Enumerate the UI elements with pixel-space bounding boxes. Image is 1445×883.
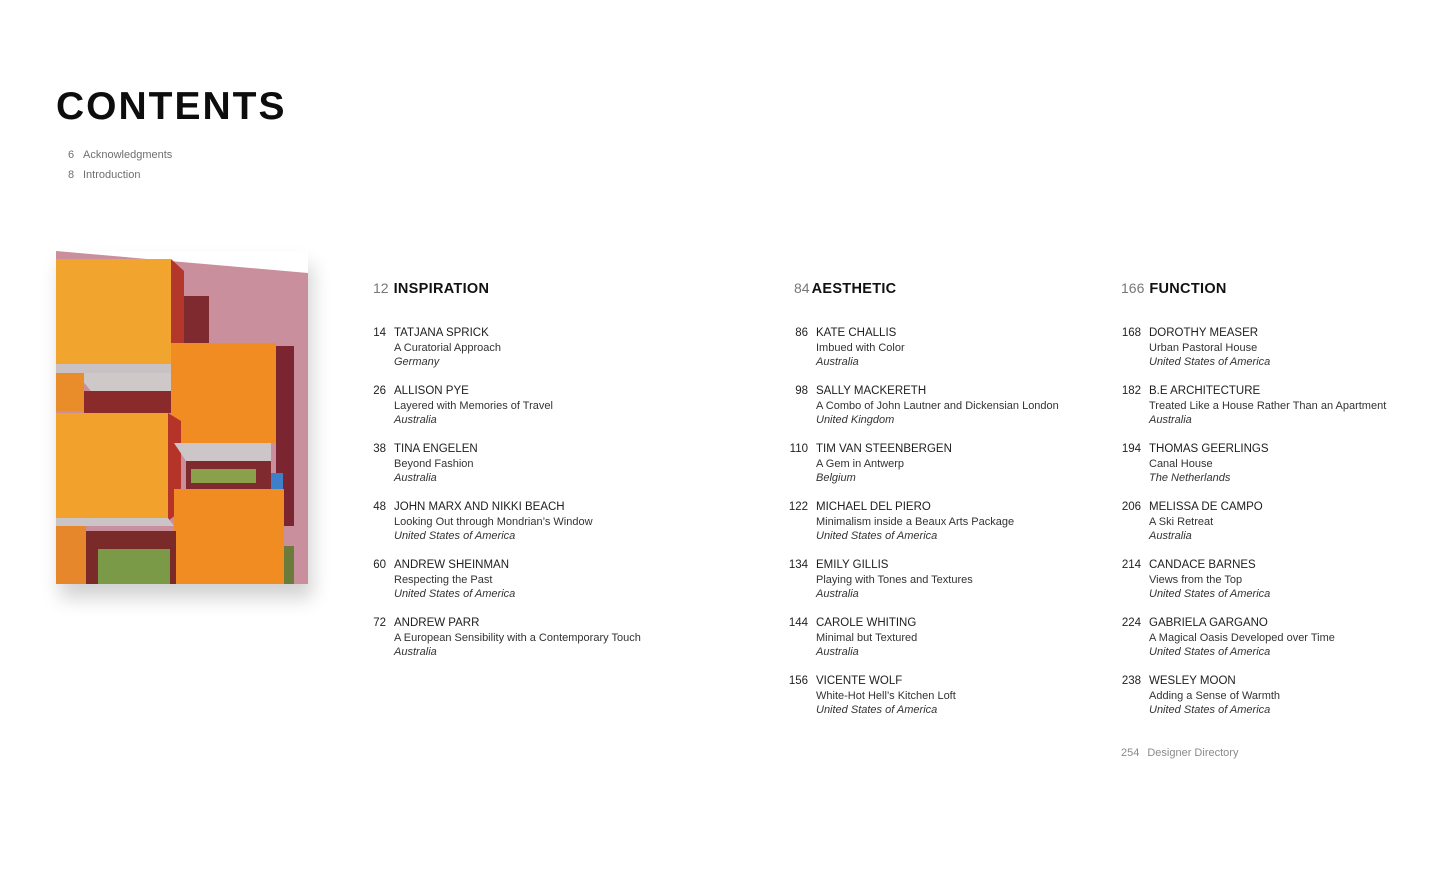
project-title: Imbued with Color bbox=[816, 341, 905, 354]
toc-entry-introduction[interactable] bbox=[68, 167, 172, 187]
country: United States of America bbox=[1149, 356, 1271, 368]
designer-name: EMILY GILLIS bbox=[816, 559, 889, 571]
toc-entry[interactable] bbox=[1121, 326, 1386, 384]
country: Australia bbox=[816, 646, 859, 658]
project-title: White-Hot Hell’s Kitchen Loft bbox=[816, 689, 956, 702]
designer-name: JOHN MARX AND NIKKI BEACH bbox=[394, 501, 565, 513]
toc-entry[interactable] bbox=[373, 558, 641, 616]
toc-entry[interactable] bbox=[787, 442, 1059, 500]
toc-entry-acknowledgments[interactable] bbox=[68, 147, 172, 167]
page-number: 206 bbox=[1121, 501, 1141, 513]
section-heading[interactable] bbox=[794, 280, 1059, 300]
designer-name: ANDREW PARR bbox=[394, 617, 480, 629]
designer-name: B.E ARCHITECTURE bbox=[1149, 385, 1261, 397]
page-number: 110 bbox=[789, 443, 808, 455]
painting-image bbox=[56, 251, 308, 584]
toc-entry[interactable] bbox=[1121, 500, 1386, 558]
toc-entry[interactable] bbox=[787, 616, 1059, 674]
section-aesthetic bbox=[788, 280, 1059, 732]
project-title: A Curatorial Approach bbox=[394, 341, 502, 354]
project-title: Minimal but Textured bbox=[816, 631, 918, 644]
toc-entry[interactable] bbox=[373, 442, 641, 500]
toc-entry[interactable] bbox=[373, 616, 641, 674]
project-title: A European Sensibility with a Contemporary Touch bbox=[394, 631, 641, 644]
designer-name: WESLEY MOON bbox=[1149, 675, 1236, 687]
toc-entry[interactable] bbox=[1121, 384, 1386, 442]
country: Australia bbox=[394, 472, 437, 484]
toc-entry[interactable] bbox=[787, 326, 1059, 384]
designer-name: DOROTHY MEASER bbox=[1149, 327, 1259, 339]
country: United States of America bbox=[1149, 588, 1271, 600]
country: United States of America bbox=[816, 530, 938, 542]
toc-entry[interactable] bbox=[1121, 674, 1386, 732]
entry-label: Acknowledgments bbox=[83, 149, 173, 161]
page-number: 60 bbox=[373, 559, 386, 571]
toc-entry-designer-directory[interactable] bbox=[1121, 747, 1238, 759]
toc-entry[interactable] bbox=[1121, 442, 1386, 500]
toc-entry[interactable] bbox=[1121, 616, 1386, 674]
entry-label: Designer Directory bbox=[1147, 747, 1239, 759]
entry-label: Introduction bbox=[83, 169, 141, 181]
designer-name: KATE CHALLIS bbox=[816, 327, 897, 339]
section-page-number: 12 bbox=[373, 280, 389, 296]
designer-name: THOMAS GEERLINGS bbox=[1149, 443, 1269, 455]
project-title: A Combo of John Lautner and Dickensian London bbox=[816, 399, 1059, 412]
page-number: 144 bbox=[788, 617, 808, 629]
country: The Netherlands bbox=[1149, 472, 1231, 484]
section-inspiration bbox=[373, 280, 641, 674]
country: United States of America bbox=[1149, 704, 1271, 716]
section-page-number: 84 bbox=[794, 280, 810, 296]
section-heading[interactable] bbox=[1121, 280, 1386, 300]
section-name: AESTHETIC bbox=[811, 281, 897, 297]
project-title: Looking Out through Mondrian’s Window bbox=[394, 515, 593, 528]
designer-name: VICENTE WOLF bbox=[816, 675, 903, 687]
toc-entry[interactable] bbox=[373, 326, 641, 384]
section-name: INSPIRATION bbox=[393, 281, 490, 297]
designer-name: ALLISON PYE bbox=[394, 385, 469, 397]
designer-name: GABRIELA GARGANO bbox=[1149, 617, 1268, 629]
page-number: 48 bbox=[373, 501, 386, 513]
page-number: 6 bbox=[68, 149, 75, 161]
toc-entry[interactable] bbox=[787, 500, 1059, 558]
page-number: 98 bbox=[795, 385, 808, 397]
project-title: Layered with Memories of Travel bbox=[394, 399, 553, 412]
page-number: 26 bbox=[373, 385, 386, 397]
country: United States of America bbox=[1149, 646, 1271, 658]
designer-name: TINA ENGELEN bbox=[394, 443, 478, 455]
country: Australia bbox=[1149, 414, 1192, 426]
country: Australia bbox=[394, 414, 437, 426]
page-number: 224 bbox=[1121, 617, 1141, 629]
country: United Kingdom bbox=[816, 414, 895, 426]
project-title: Playing with Tones and Textures bbox=[816, 573, 973, 586]
project-title: A Gem in Antwerp bbox=[816, 457, 905, 470]
page-number: 8 bbox=[68, 169, 75, 181]
page-number: 14 bbox=[373, 327, 386, 339]
page-number: 86 bbox=[795, 327, 808, 339]
project-title: Canal House bbox=[1149, 457, 1213, 470]
project-title: Treated Like a House Rather Than an Apartment bbox=[1149, 399, 1387, 412]
designer-name: MELISSA DE CAMPO bbox=[1149, 501, 1263, 513]
toc-entry[interactable] bbox=[373, 384, 641, 442]
page-number: 168 bbox=[1121, 327, 1141, 339]
page-number: 38 bbox=[373, 443, 386, 455]
page-number: 254 bbox=[1121, 747, 1140, 759]
section-name: FUNCTION bbox=[1149, 281, 1227, 297]
designer-name: TIM VAN STEENBERGEN bbox=[816, 443, 952, 455]
front-matter-list bbox=[68, 147, 172, 187]
country: United States of America bbox=[394, 588, 516, 600]
project-title: A Ski Retreat bbox=[1149, 515, 1214, 528]
country: United States of America bbox=[394, 530, 516, 542]
section-function bbox=[1121, 280, 1386, 732]
toc-entry[interactable] bbox=[787, 674, 1059, 732]
project-title: Respecting the Past bbox=[394, 573, 493, 586]
project-title: Adding a Sense of Warmth bbox=[1149, 689, 1281, 702]
project-title: Minimalism inside a Beaux Arts Package bbox=[816, 515, 1015, 528]
project-title: Views from the Top bbox=[1149, 573, 1243, 586]
designer-name: SALLY MACKERETH bbox=[816, 385, 927, 397]
designer-name: MICHAEL DEL PIERO bbox=[816, 501, 931, 513]
country: Australia bbox=[1149, 530, 1192, 542]
page-number: 134 bbox=[788, 559, 808, 571]
page-number: 122 bbox=[788, 501, 808, 513]
page-number: 72 bbox=[373, 617, 386, 629]
section-heading[interactable] bbox=[373, 280, 641, 300]
toc-entry[interactable] bbox=[1121, 558, 1386, 616]
country: Australia bbox=[816, 356, 859, 368]
page-number: 214 bbox=[1121, 559, 1141, 571]
section-page-number: 166 bbox=[1121, 280, 1145, 296]
designer-name: CANDACE BARNES bbox=[1149, 559, 1256, 571]
country: Belgium bbox=[816, 472, 856, 484]
toc-entry[interactable] bbox=[787, 384, 1059, 442]
project-title: Beyond Fashion bbox=[394, 457, 474, 470]
designer-name: ANDREW SHEINMAN bbox=[394, 559, 510, 571]
toc-entry[interactable] bbox=[787, 558, 1059, 616]
country: Australia bbox=[816, 588, 859, 600]
country: Germany bbox=[394, 356, 440, 368]
page-number: 156 bbox=[788, 675, 808, 687]
project-title: A Magical Oasis Developed over Time bbox=[1149, 631, 1335, 644]
designer-name: TATJANA SPRICK bbox=[394, 327, 489, 339]
project-title: Urban Pastoral House bbox=[1149, 341, 1258, 354]
country: Australia bbox=[394, 646, 437, 658]
country: United States of America bbox=[816, 704, 938, 716]
page-title: CONTENTS bbox=[56, 85, 287, 128]
designer-name: CAROLE WHITING bbox=[816, 617, 917, 629]
page-number: 182 bbox=[1121, 385, 1141, 397]
toc-entry[interactable] bbox=[373, 500, 641, 558]
page-number: 194 bbox=[1121, 443, 1141, 455]
page-number: 238 bbox=[1121, 675, 1141, 687]
